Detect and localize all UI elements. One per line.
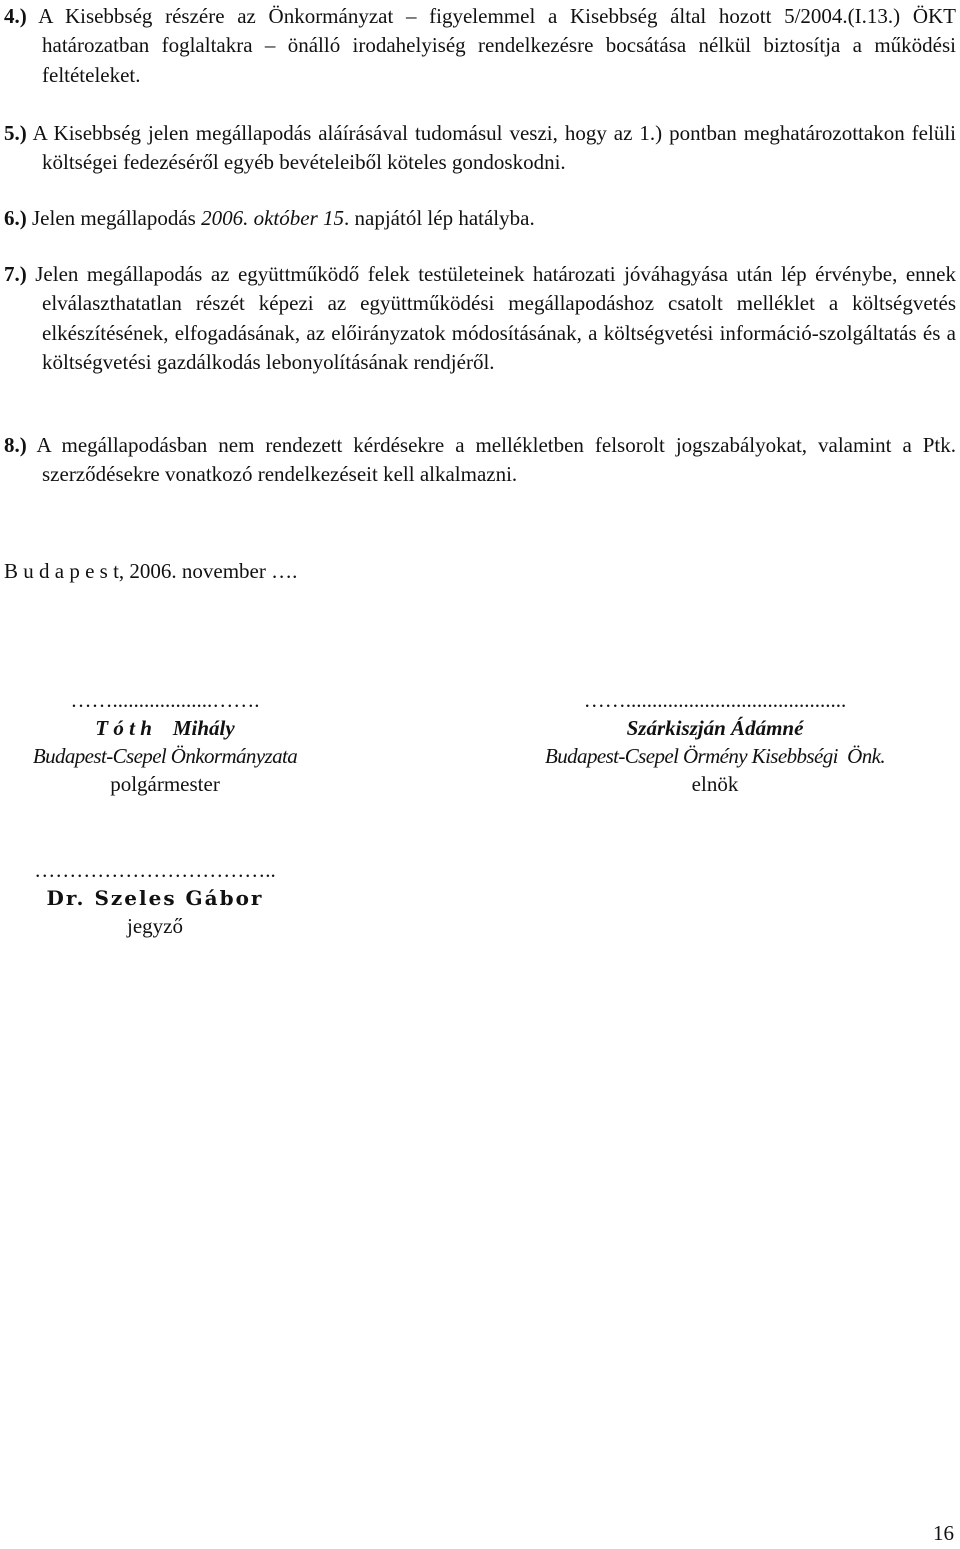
paragraph-7-number: 7.) [4, 262, 27, 286]
paragraph-4 [4, 2, 956, 90]
paragraph-7-text: Jelen megállapodás az együttműködő felek testületeinek határozati jóváhagyása után lép érvénybe, ennek elválaszthatatlan részét képezi az együttműködési megállapodáshoz csatolt melléklet a költségvetés elkészítésének, elfogadásának, az előirányzatok módosításának, a költségvetési információ-szolgáltatás és a költségvetési gazdálkodás lebonyolításának rendjéről. [26, 262, 956, 375]
paragraph-4-number: 4.) [4, 4, 27, 28]
signature-line: …….......................................... [583, 688, 847, 712]
signature-line: …………………………….. [34, 858, 276, 882]
signature-block-notary [0, 856, 310, 940]
paragraph-7 [4, 260, 956, 378]
paragraph-8-number: 8.) [4, 433, 27, 457]
paragraph-6-number: 6.) [4, 206, 27, 230]
signature-line: ……...................……. [70, 688, 260, 712]
page-number: 16 [933, 1521, 954, 1545]
paragraph-6 [4, 204, 956, 233]
signatory-name: Szárkiszján Ádámné [626, 716, 804, 740]
signature-block-mayor [0, 686, 330, 798]
paragraph-6-effective-date: 2006. október 15 [201, 206, 345, 230]
paragraph-6-text-a: Jelen megállapodás [26, 206, 202, 230]
paragraph-5 [4, 119, 956, 178]
signatory-organization: Budapest-Csepel Önkormányzata [32, 744, 298, 768]
paragraph-8 [4, 431, 956, 490]
paragraph-5-text: A Kisebbség jelen megállapodás aláírásával tudomásul veszi, hogy az 1.) pontban meghatározottakon felüli költségei fedezéséről egyéb bevételeiből köteles gondoskodni. [26, 121, 956, 175]
paragraph-4-text: A Kisebbség részére az Önkormányzat – figyelemmel a Kisebbség által hozott 5/2004.(I.13.) ÖKT határozatban foglaltakra – önálló irodahelyiség rendelkezésre bocsátása nélkül biztosítja a működési feltételeket. [26, 4, 956, 87]
signatory-name: T ó t h Mihály [95, 716, 235, 740]
signatory-role: elnök [691, 772, 739, 796]
signatory-role: polgármester [110, 772, 220, 796]
signatory-organization: Budapest-Csepel Örmény Kisebbségi Önk. [545, 744, 885, 768]
paragraph-8-text: A megállapodásban nem rendezett kérdésekre a mellékletben felsorolt jogszabályokat, valamint a Ptk. szerződésekre vonatkozó rendelkezéseit kell alkalmazni. [26, 433, 956, 487]
place-date-line: B u d a p e s t, 2006. november …. [4, 559, 298, 583]
signature-block-minority-president [500, 686, 930, 798]
signatory-role: jegyző [127, 914, 183, 938]
signatory-name: Dr. Szeles Gábor [46, 886, 264, 910]
paragraph-5-number: 5.) [4, 121, 27, 145]
paragraph-6-text-b: . napjától lép hatályba. [344, 206, 535, 230]
